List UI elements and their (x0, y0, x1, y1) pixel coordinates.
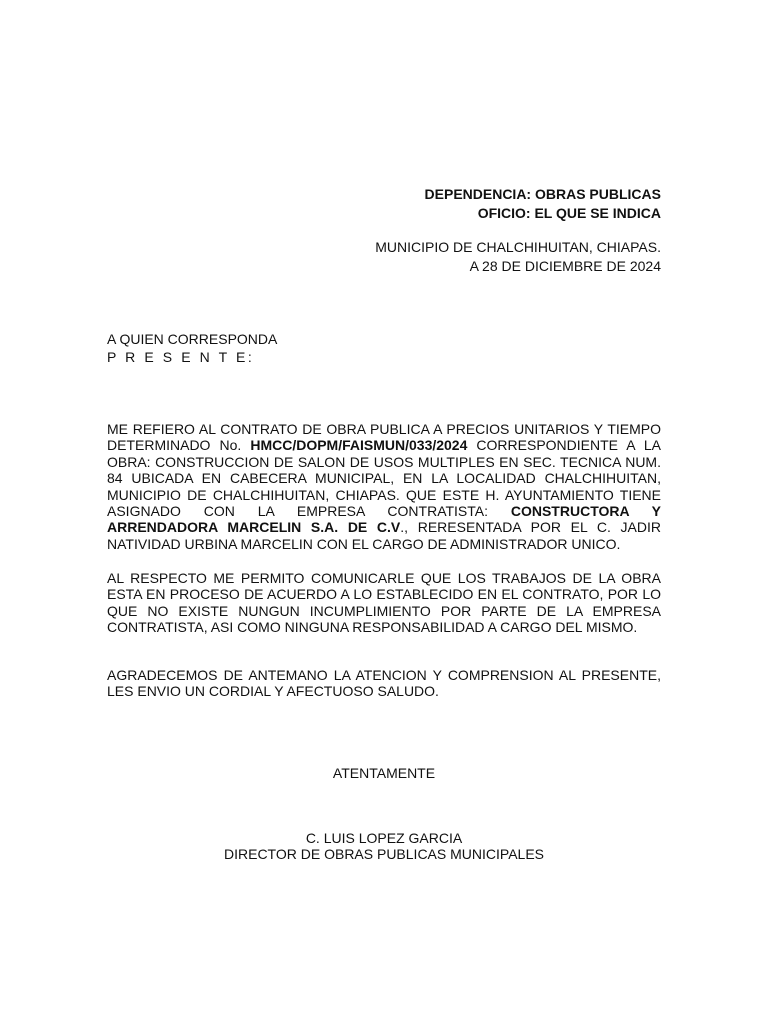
recipient-line: A QUIEN CORRESPONDA (107, 331, 278, 347)
header-block (425, 185, 661, 223)
date-line: A 28 DE DICIEMBRE DE 2024 (469, 257, 661, 274)
p1-text-b: CORRESPONDIENTE A LA OBRA: CONSTRUCCION DE SALON DE USOS MULTIPLES EN SEC. TECNICA NUM. 84 UBICADA EN CABECERA MUNICIPAL, EN LA LOCALIDAD CHALCHIHUITAN, MUNICIPIO DE CHALCHIHUITAN, CHIAPAS. QUE ESTE H. AYUNTAMIENTO TIENE ASIGNADO CON LA EMPRESA CONTRATISTA: (107, 437, 661, 520)
signer-title: DIRECTOR DE OBRAS PUBLICAS MUNICIPALES (224, 846, 544, 863)
company-name: CONSTRUCTORA Y ARRENDADORA MARCELIN S.A. DE C.V (107, 503, 662, 536)
closing-salutation: ATENTAMENTE (332, 765, 436, 781)
body-paragraph-2: AL RESPECTO ME PERMITO COMUNICARLE QUE LOS TRABAJOS DE LA OBRA ESTA EN PROCESO DE ACUERDO A LO ESTABLECIDO EN EL CONTRATO, POR LO QUE NO EXISTE NUNGUN INCUMPLIMIENTO POR PARTE DE LA EMPRESA CONTRATISTA, ASI COMO NINGUNA RESPONSABILIDAD A CARGO DEL MISMO. (107, 570, 661, 636)
p1-text-a: ME REFIERO AL CONTRATO DE OBRA PUBLICA A PRECIOS UNITARIOS Y TIEMPO DETERMINADO No. (107, 421, 661, 454)
p1-text-c: ., RERESENTADA POR EL C. JADIR NATIVIDAD URBINA MARCELIN CON EL CARGO DE ADMINISTRADOR UNICO. (107, 519, 662, 552)
signature-block (0, 830, 768, 863)
signer-name: C. LUIS LOPEZ GARCIA (305, 830, 463, 846)
body-paragraph-3: AGRADECEMOS DE ANTEMANO LA ATENCION Y COMPRENSION AL PRESENTE, LES ENVIO UN CORDIAL Y AFECTUOSO SALUDO. (107, 667, 661, 700)
place-line: MUNICIPIO DE CHALCHIHUITAN, CHIAPAS. (375, 239, 661, 255)
dependencia-line: DEPENDENCIA: OBRAS PUBLICAS (424, 186, 661, 202)
oficio-line: OFICIO: EL QUE SE INDICA (477, 205, 661, 221)
recipient-block (107, 330, 277, 366)
place-date-block (375, 238, 661, 275)
contract-number: HMCC/DOPM/FAISMUN/033/2024 (250, 437, 468, 454)
body-paragraph-1 (107, 421, 661, 552)
presente-line: P R E S E N T E: (107, 349, 255, 365)
